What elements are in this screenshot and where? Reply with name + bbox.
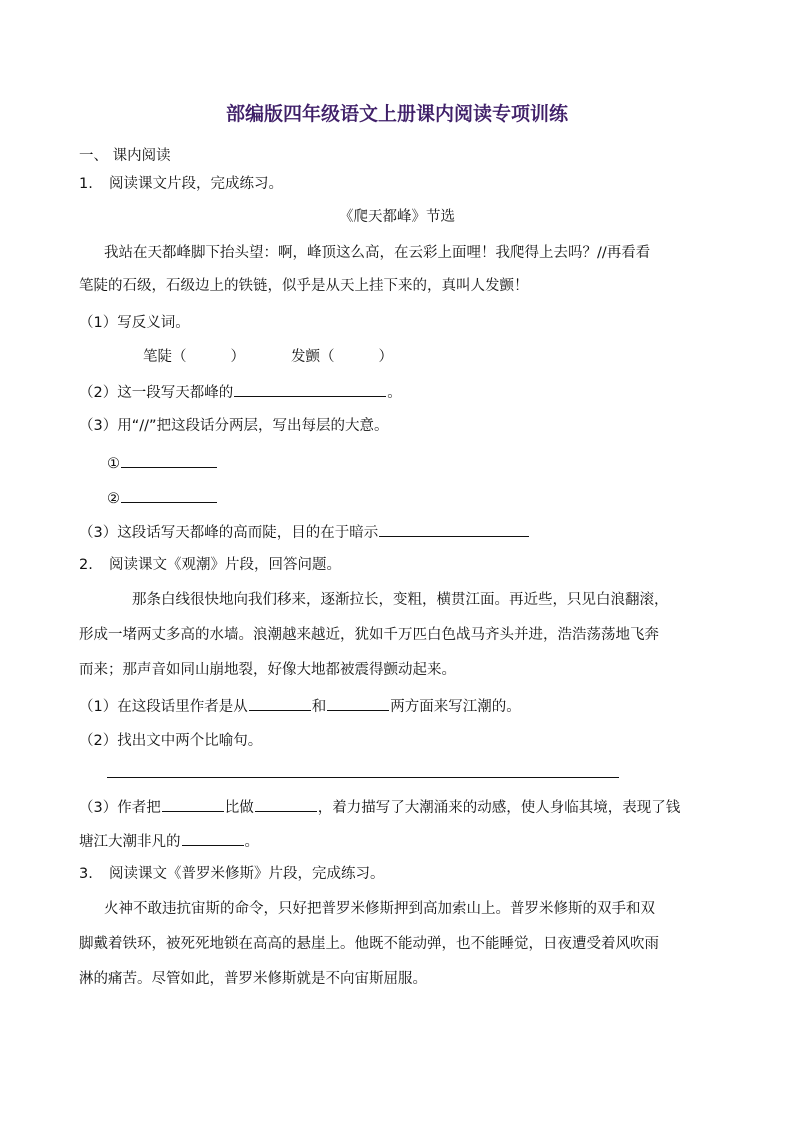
answer-blank[interactable] [255,796,317,812]
question-2-number: 2. [79,557,93,573]
q1-layer-1-answer [107,452,218,474]
q1-sub3-prompt: （3）用“//”把这段话分两层，写出每层的大意。 [79,418,389,434]
q3-passage-line: 脚戴着铁环，被死死地锁在高高的悬崖上。他既不能动弹，也不能睡觉，日夜遭受着风吹雨 [79,936,659,952]
q2-sub3-prompt [79,796,680,818]
circled-number-1: ① [107,456,120,472]
q1-layer-2-answer [107,487,218,509]
q1-sub4-prompt [79,521,530,543]
question-3-number: 3. [79,866,93,882]
page-title: 部编版四年级语文上册课内阅读专项训练 [225,103,568,125]
prompt-text: 。 [244,834,259,850]
q1-antonym-item-2 [291,347,393,367]
q1-passage-title: 《爬天都峰》节选 [339,209,455,225]
section-heading: 一、 课内阅读 [79,148,171,164]
prompt-text: （3）作者把 [79,800,161,816]
q1-passage-line: 我站在天都峰脚下抬头望：啊，峰顶这么高，在云彩上面哩！我爬得上去吗？//再看看 [104,245,651,261]
prompt-text: （1）在这段话里作者是从 [79,699,248,715]
q2-sub2-prompt: （2）找出文中两个比喻句。 [79,733,263,749]
answer-blank[interactable] [379,521,529,537]
prompt-text: 两方面来写江潮的。 [390,699,521,715]
answer-blank[interactable] [249,695,311,711]
q2-passage-line: 而来；那声音如同山崩地裂，好像大地都被震得颤动起来。 [79,662,456,678]
q1-sub1-prompt: （1）写反义词。 [79,315,190,331]
circled-number-2: ② [107,491,120,507]
answer-line[interactable] [107,777,619,778]
q1-passage-line: 笔陡的石级，石级边上的铁链，似乎是从天上挂下来的，真叫人发颤！ [79,278,529,294]
prompt-text: ，着力描写了大潮涌来的动感，使人身临其境，表现了钱 [317,800,681,816]
q3-passage-line: 火神不敢违抗宙斯的命令，只好把普罗米修斯押到高加索山上。普罗米修斯的双手和双 [104,901,655,917]
answer-blank[interactable] [234,381,386,397]
answer-blank[interactable] [182,830,244,846]
prompt-text: 和 [311,699,327,715]
close-paren: ） [230,349,245,365]
answer-blank[interactable] [327,695,389,711]
answer-blank[interactable] [121,487,217,503]
q3-passage-line: 淋的痛苦。尽管如此，普罗米修斯就是不向宙斯屈服。 [79,971,427,987]
q2-sub1-prompt [79,695,521,717]
prompt-text: 塘江大潮非凡的 [79,834,181,850]
prompt-text: （3）这段话写天都峰的高而陡，目的在于暗示 [79,525,379,541]
question-3-instruction: 阅读课文《普罗米修斯》片段，完成练习。 [109,866,385,882]
answer-blank[interactable] [162,796,224,812]
answer-blank[interactable] [121,452,217,468]
q2-passage-line: 形成一堵两丈多高的水墙。浪潮越来越近，犹如千万匹白色战马齐头并进，浩浩荡荡地飞奔 [79,627,659,643]
prompt-text: 。 [387,385,402,401]
prompt-text: 比做 [224,800,254,816]
q2-sub3-prompt-continued [79,830,259,852]
q1-sub2-prompt [79,381,402,403]
question-1-instruction: 阅读课文片段，完成练习。 [109,176,283,192]
antonym-word-label: 笔陡（ [143,349,187,365]
prompt-text: （2）这一段写天都峰的 [79,385,234,401]
question-1-number: 1. [79,176,93,192]
q2-passage-line: 那条白线很快地向我们移来，逐渐拉长，变粗，横贯江面。再近些，只见白浪翻滚， [132,592,669,608]
question-2-instruction: 阅读课文《观潮》片段，回答问题。 [109,557,341,573]
antonym-word-label: 发颤（ [291,349,335,365]
close-paren: ） [378,349,393,365]
q1-antonym-item-1 [143,347,245,367]
